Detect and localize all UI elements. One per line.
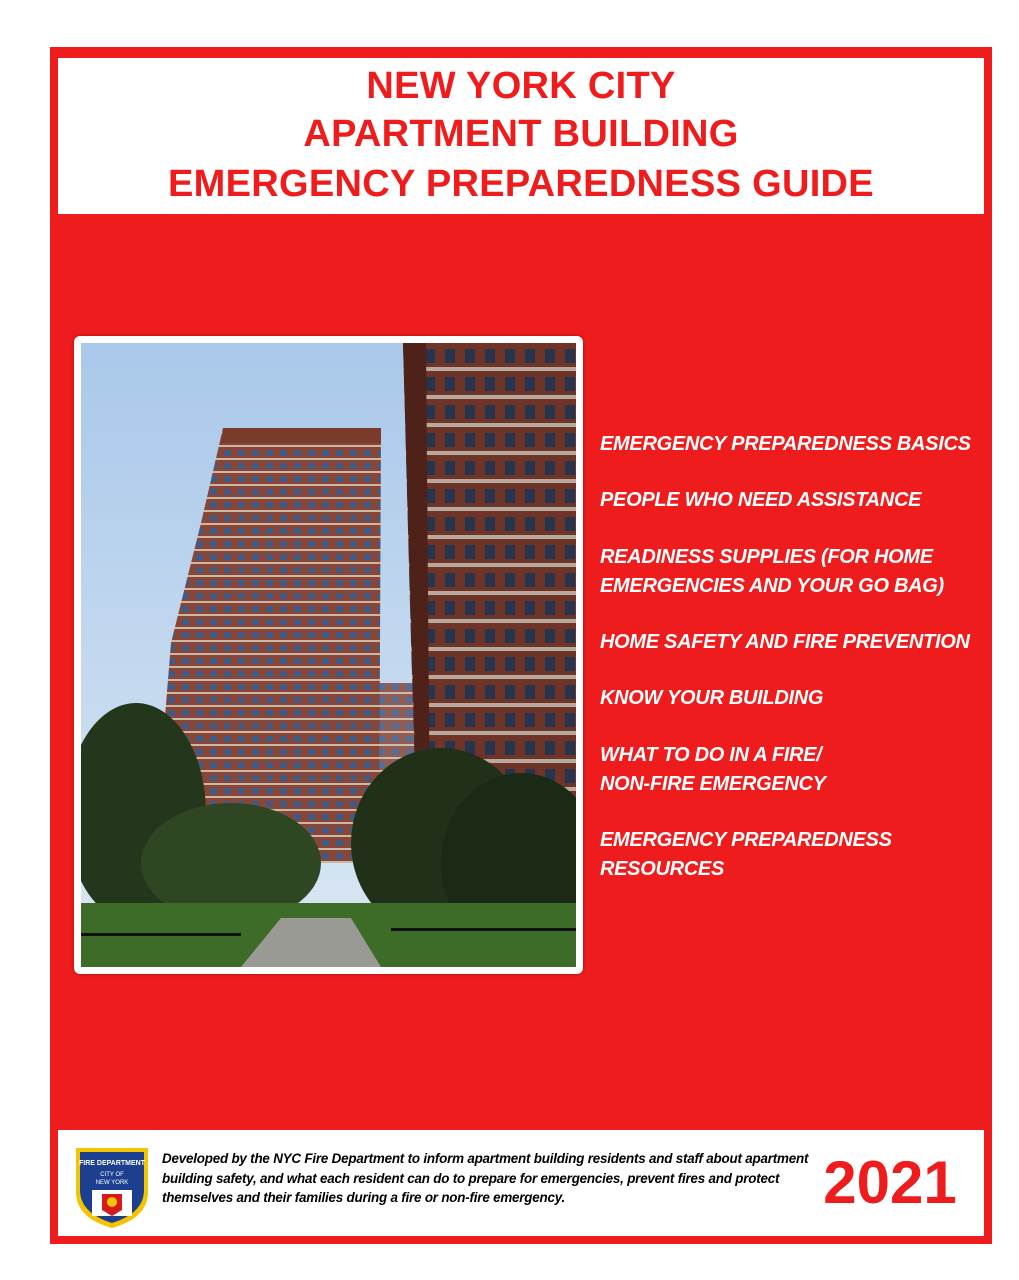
footer-box — [58, 1130, 984, 1236]
title-line-2: APARTMENT BUILDING — [303, 113, 739, 155]
contents-item-resources: EMERGENCY PREPAREDNESS RESOURCES — [600, 829, 892, 880]
logo-text-line-3: NEW YORK — [95, 1180, 129, 1186]
contents-item-what-to-do: WHAT TO DO IN A FIRE/ NON-FIRE EMERGENCY — [600, 744, 826, 795]
contents-item-supplies: READINESS SUPPLIES (FOR HOME EMERGENCIES AND YOUR GO BAG) — [600, 546, 944, 597]
footer-description: Developed by the NYC Fire Department to inform apartment building residents and staff about apartment building safety, and what each resident can do to prepare for emergencies, prevent fires and protect themselves and their families during a fire or non-fire emergency. — [162, 1151, 809, 1205]
title-line-1: NEW YORK CITY — [366, 65, 676, 107]
cover-photo-frame — [74, 336, 583, 974]
contents-item-home-safety: HOME SAFETY AND FIRE PREVENTION — [600, 631, 970, 653]
logo-text-line-1: FIRE DEPARTMENT — [79, 1160, 145, 1167]
title-box — [58, 58, 984, 214]
apartment-buildings-photo — [81, 343, 576, 967]
fdny-shield-logo-icon — [70, 1140, 154, 1230]
publication-year: 2021 — [823, 1149, 957, 1216]
contents-item-assistance: PEOPLE WHO NEED ASSISTANCE — [600, 489, 922, 511]
contents-item-basics: EMERGENCY PREPAREDNESS BASICS — [600, 433, 971, 455]
title-line-3: EMERGENCY PREPAREDNESS GUIDE — [168, 163, 874, 205]
contents-item-know-building: KNOW YOUR BUILDING — [600, 687, 824, 709]
logo-text-line-2: CITY OF — [100, 1172, 124, 1178]
